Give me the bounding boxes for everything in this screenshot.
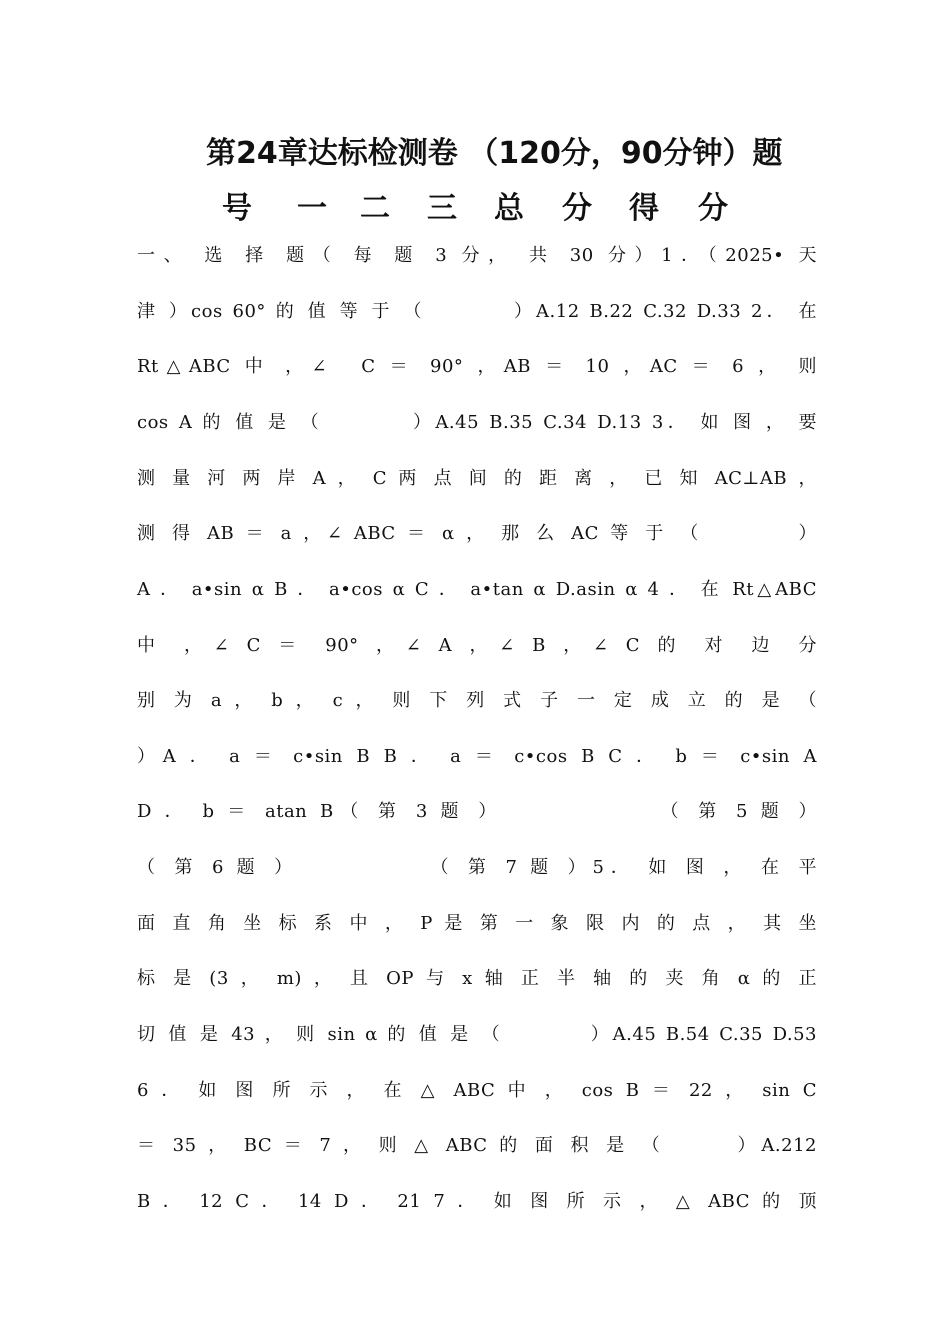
header-cell: 分 <box>562 191 592 226</box>
body-text-line: Rt△ABC 中 ，∠ C ＝ 90° ，AB ＝ 10 ，AC ＝ 6 ， 则 <box>137 356 817 377</box>
header-cell: 分 <box>698 191 728 226</box>
header-cell: 三 <box>427 191 457 226</box>
header-cell: 一 <box>297 191 327 226</box>
header-cell: 号 <box>222 191 252 226</box>
body-text-line: D ． b ＝ atan B（ 第 3 题 ） （ 第 5 题 ） <box>137 801 817 822</box>
body-text-line: A ． a•sin α B ． a•cos α C ． a•tan α D.asin α 4 ． 在 Rt△ABC <box>137 579 817 600</box>
body-text-line: 一、 选 择 题（ 每 题 3 分， 共 30 分）1．（2025• 天 <box>137 245 817 266</box>
body-text-line: B ． 12 C ． 14 D ． 21 7 ． 如 图 所 示 ， △ ABC 的 顶 <box>137 1191 817 1212</box>
body-text-line: 津 ）cos 60° 的 值 等 于 （ ）A.12 B.22 C.32 D.33 2． 在 <box>137 301 817 322</box>
body-text-line: 中 ，∠ C ＝ 90° ，∠ A ，∠ B ，∠ C 的 对 边 分 <box>137 635 817 656</box>
body-text-line: 测 量 河 两 岸 A ， C 两 点 间 的 距 离 ， 已 知 AC⊥AB ， <box>137 468 817 489</box>
header-cell: 得 <box>629 191 659 226</box>
body-text-line: 标 是 (3 ， m) ， 且 OP 与 x 轴 正 半 轴 的 夹 角 α 的 正 <box>137 968 817 989</box>
header-cell: 总 <box>494 191 524 226</box>
body-text-line: 测 得 AB ＝ a ，∠ ABC ＝ α ， 那 么 AC 等 于 （ ） <box>137 523 817 544</box>
body-text-line: ）A ． a ＝ c•sin B B ． a ＝ c•cos B C ． b ＝ c•sin A <box>137 746 817 767</box>
body-text-line: （ 第 6 题 ） （ 第 7 题 ）5． 如 图 ， 在 平 <box>137 857 817 878</box>
page-title: 第24章达标检测卷 （120分，90分钟）题 <box>206 136 783 171</box>
body-text-line: 别 为 a ， b ， c ， 则 下 列 式 子 一 定 成 立 的 是 （ <box>137 690 817 711</box>
body-text-line: 切 值 是 43 ， 则 sin α 的 值 是 （ ）A.45 B.54 C.35 D.53 <box>137 1024 817 1045</box>
header-cell: 二 <box>360 191 390 226</box>
body-text-line: 面 直 角 坐 标 系 中 ， P 是 第 一 象 限 内 的 点 ， 其 坐 <box>137 913 817 934</box>
body-text-line: 6 ． 如 图 所 示 ， 在 △ ABC 中 ， cos B ＝ 22 ， sin C <box>137 1080 817 1101</box>
body-text-line: cos A 的 值 是 （ ）A.45 B.35 C.34 D.13 3． 如 图 ， 要 <box>137 412 817 433</box>
body-text-line: ＝ 35 ， BC ＝ 7 ， 则 △ ABC 的 面 积 是 （ ）A.212 <box>137 1135 817 1156</box>
